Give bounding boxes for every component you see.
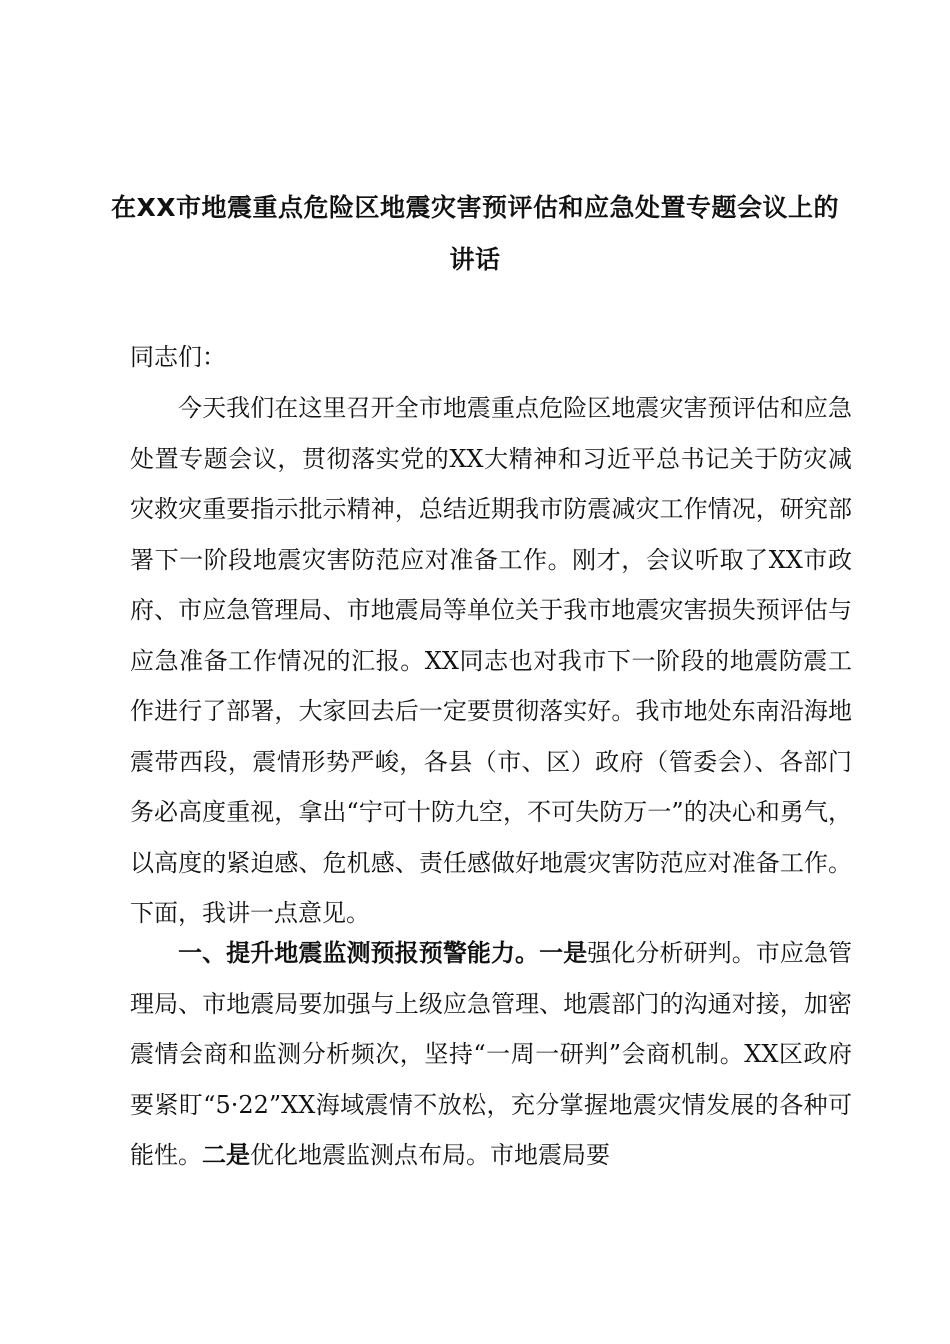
point-lead-1: 一是: [539, 939, 588, 967]
point-text-2: 优化地震监测点布局。市地震局要: [250, 1141, 610, 1169]
title-line-1: 在XX市地震重点危险区地震灾害预评估和应急处置专题会议上的: [110, 193, 840, 222]
salutation: 同志们：: [130, 343, 226, 371]
document-title: [100, 182, 850, 286]
section-heading: 一、提升地震监测预报预警能力。: [178, 939, 540, 967]
paragraph-opening: 今天我们在这里召开全市地震重点危险区地震灾害预评估和应急处置专题会议，贯彻落实党的XX大精神和习近平总书记关于防灾减灾救灾重要指示批示精神，总结近期我市防震减灾工作情况，研究部署下一阶段地震灾害防范应对准备工作。刚才，会议听取了XX市政府、市应急管理局、市地震局等单位关于我市地震灾害损失预评估与应急准备工作情况的汇报。XX同志也对我市下一阶段的地震防震工作进行了部署，大家回去后一定要贯彻落实好。我市地处东南沿海地震带西段，震情形势严峻，各县（市、区）政府（管委会）、各部门务必高度重视，拿出“宁可十防九空，不可失防万一”的决心和勇气，以高度的紧迫感、危机感、责任感做好地震灾害防范应对准备工作。下面，我讲一点意见。: [130, 394, 852, 927]
point-lead-2: 二是: [202, 1141, 250, 1169]
paragraph-section-one: [130, 928, 852, 1181]
point-text-1: 强化分析研判。市应急管理局、市地震局要加强与上级应急管理、地震部门的沟通对接，加密震情会商和监测分析频次，坚持“一周一研判”会商机制。XX区政府要紧盯“5·22”XX海域震情不放松，充分掌握地震灾情发展的各种可能性。: [130, 939, 853, 1169]
title-line-2: 讲话: [449, 245, 501, 274]
